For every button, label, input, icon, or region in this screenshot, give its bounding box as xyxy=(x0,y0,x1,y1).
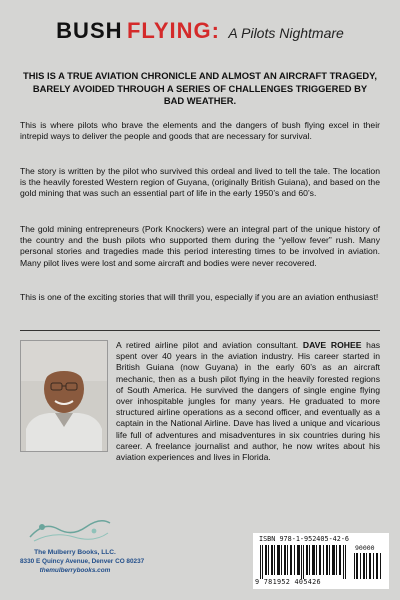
author-bio xyxy=(20,340,380,463)
barcode-bars xyxy=(259,545,349,579)
paragraph-4: This is one of the exciting stories that will thrill you, especially if you are an aviation enthusiast! xyxy=(20,292,379,302)
publisher-address: 8330 E Quincy Avenue, Denver CO 80237 xyxy=(20,558,145,565)
title-subtitle: A Pilots Nightmare xyxy=(228,25,344,41)
bio-intro: A retired airline pilot and aviation consultant. xyxy=(116,340,299,350)
book-title xyxy=(0,18,400,44)
section-divider xyxy=(20,330,380,331)
author-name: DAVE ROHEE xyxy=(302,340,362,350)
bio-text: has spent over 40 years in the aviation industry. His career started in British Guiana (now Guyana) in the early 60’s as an aircraft mechanic, then as a bush pilot flying in the heavily forested regions of South America. He survived the dangers of single engine flying over inhospitable jungles for many years. He graduated to more structured airline operations as a second officer, and eventually as a captain in the National Airline. Dave has lived a unique and vicarious life full of adventures and misadventures in six countries during his career. A freelance journalist and author, he now writes about his aviation experiences and lives in Florida. xyxy=(116,340,381,463)
publisher-logo xyxy=(24,515,114,545)
ean-digits: 9 781952 405426 xyxy=(255,578,321,586)
isbn-barcode xyxy=(253,533,389,589)
paragraph-2: The story is written by the pilot who survived this ordeal and lived to tell the tale. The location is the heavily forested Western region of Guyana, (originally British Guiana), and based on the gold mining that was such an essential part of life in the early 1950’s and 60’s. xyxy=(20,166,380,199)
lead-statement: THIS IS A TRUE AVIATION CHRONICLE AND ALMOST AN AIRCRAFT TRAGEDY, BARELY AVOIDED THROUGH A SERIES OF CHALLENGES TRIGGERED BY BAD WEATHER. xyxy=(23,70,377,106)
publisher-name: The Mulberry Books, LLC. xyxy=(34,549,116,556)
title-bush: BUSH xyxy=(56,18,123,43)
paragraph-1: This is where pilots who brave the elements and the dangers of bush flying excel in their intrepid ways to deliver the people and goods that are necessary for survival. xyxy=(20,120,380,142)
isbn-text: ISBN 978-1-952405-42-6 xyxy=(259,535,350,543)
title-flying: FLYING: xyxy=(126,18,220,43)
publisher-website[interactable]: themulberrybooks.com xyxy=(39,567,111,574)
publisher-block xyxy=(20,515,145,574)
price-barcode-bars xyxy=(353,553,383,579)
price-code: 90000 xyxy=(355,544,375,552)
paragraph-3: The gold mining entrepreneurs (Pork Knockers) were an integral part of the unique history of the country and the bush pilots who supported them during the “yellow fever” rush. Many personal stories and tragedies made this period interesting times to be involved in aviation. Many pilot lives were lost and some aircraft and bodies were never recovered. xyxy=(20,224,380,268)
